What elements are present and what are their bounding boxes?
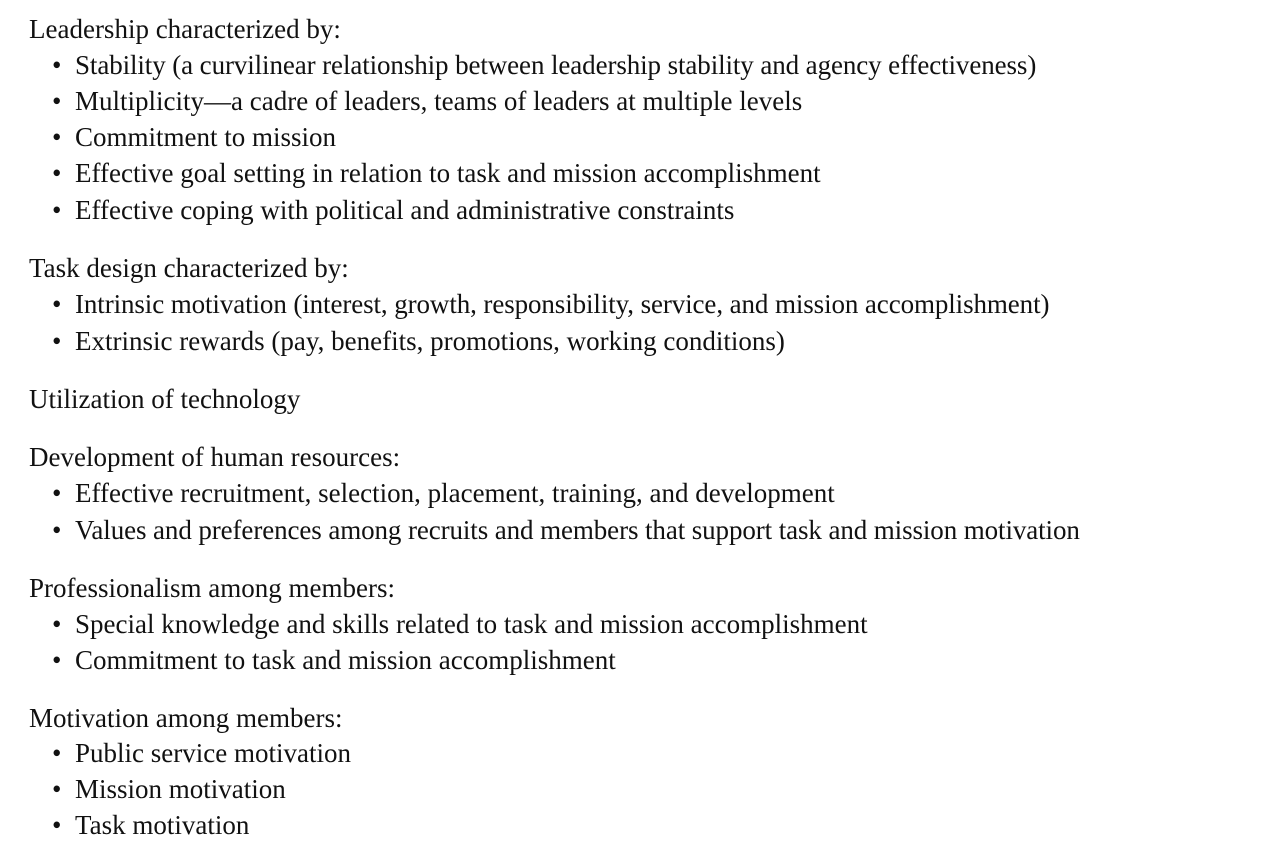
list-item: [52, 326, 785, 356]
section-heading-task-design: Task design characterized by:: [29, 253, 349, 283]
section-heading-professionalism: Professionalism among members:: [29, 573, 395, 603]
bullet-icon: •: [52, 609, 62, 639]
bullet-icon: •: [52, 738, 62, 768]
bullet-icon: •: [52, 645, 62, 675]
list-item: [52, 86, 802, 116]
list-item: [52, 645, 616, 675]
section-heading-human-resources: Development of human resources:: [29, 442, 401, 472]
list-item-text: Mission motivation: [75, 774, 286, 804]
section-heading-technology: Utilization of technology: [29, 384, 301, 414]
bullet-icon: •: [52, 515, 62, 545]
bullet-icon: •: [52, 122, 62, 152]
section-heading-leadership: Leadership characterized by:: [29, 14, 341, 44]
list-item: [52, 195, 734, 225]
list-item: [52, 515, 1080, 545]
list-item-text: Values and preferences among recruits and members that support task and mission motivation: [75, 515, 1080, 545]
bullet-icon: •: [52, 50, 62, 80]
bullet-icon: •: [52, 774, 62, 804]
list-item: [52, 50, 1036, 80]
list-item: [52, 122, 336, 152]
list-item: [52, 158, 821, 188]
list-item-text: Commitment to mission: [75, 122, 337, 152]
bullet-icon: •: [52, 326, 62, 356]
bullet-icon: •: [52, 158, 62, 188]
list-item-text: Intrinsic motivation (interest, growth, responsibility, service, and mission accomplishment): [75, 289, 1050, 319]
bullet-icon: •: [52, 195, 62, 225]
bullet-icon: •: [52, 86, 62, 116]
list-item: [52, 609, 868, 639]
list-item-text: Multiplicity—a cadre of leaders, teams of leaders at multiple levels: [75, 86, 803, 116]
list-item: [52, 774, 286, 804]
list-item-text: Stability (a curvilinear relationship between leadership stability and agency effectiveness): [75, 50, 1037, 80]
list-item: [52, 289, 1049, 319]
list-item-text: Effective recruitment, selection, placement, training, and development: [75, 478, 835, 508]
list-item: [52, 738, 351, 768]
list-item-text: Public service motivation: [75, 738, 351, 768]
list-item-text: Commitment to task and mission accomplishment: [75, 645, 616, 675]
section-heading-motivation: Motivation among members:: [29, 703, 343, 733]
list-item-text: Task motivation: [75, 810, 250, 840]
list-item-text: Extrinsic rewards (pay, benefits, promotions, working conditions): [75, 326, 785, 356]
list-item-text: Special knowledge and skills related to task and mission accomplishment: [75, 609, 868, 639]
bullet-icon: •: [52, 810, 62, 840]
bullet-icon: •: [52, 289, 62, 319]
list-item-text: Effective goal setting in relation to task and mission accomplishment: [75, 158, 821, 188]
list-item: [52, 810, 249, 840]
list-item-text: Effective coping with political and administrative constraints: [75, 195, 735, 225]
list-item: [52, 478, 835, 508]
bullet-icon: •: [52, 478, 62, 508]
